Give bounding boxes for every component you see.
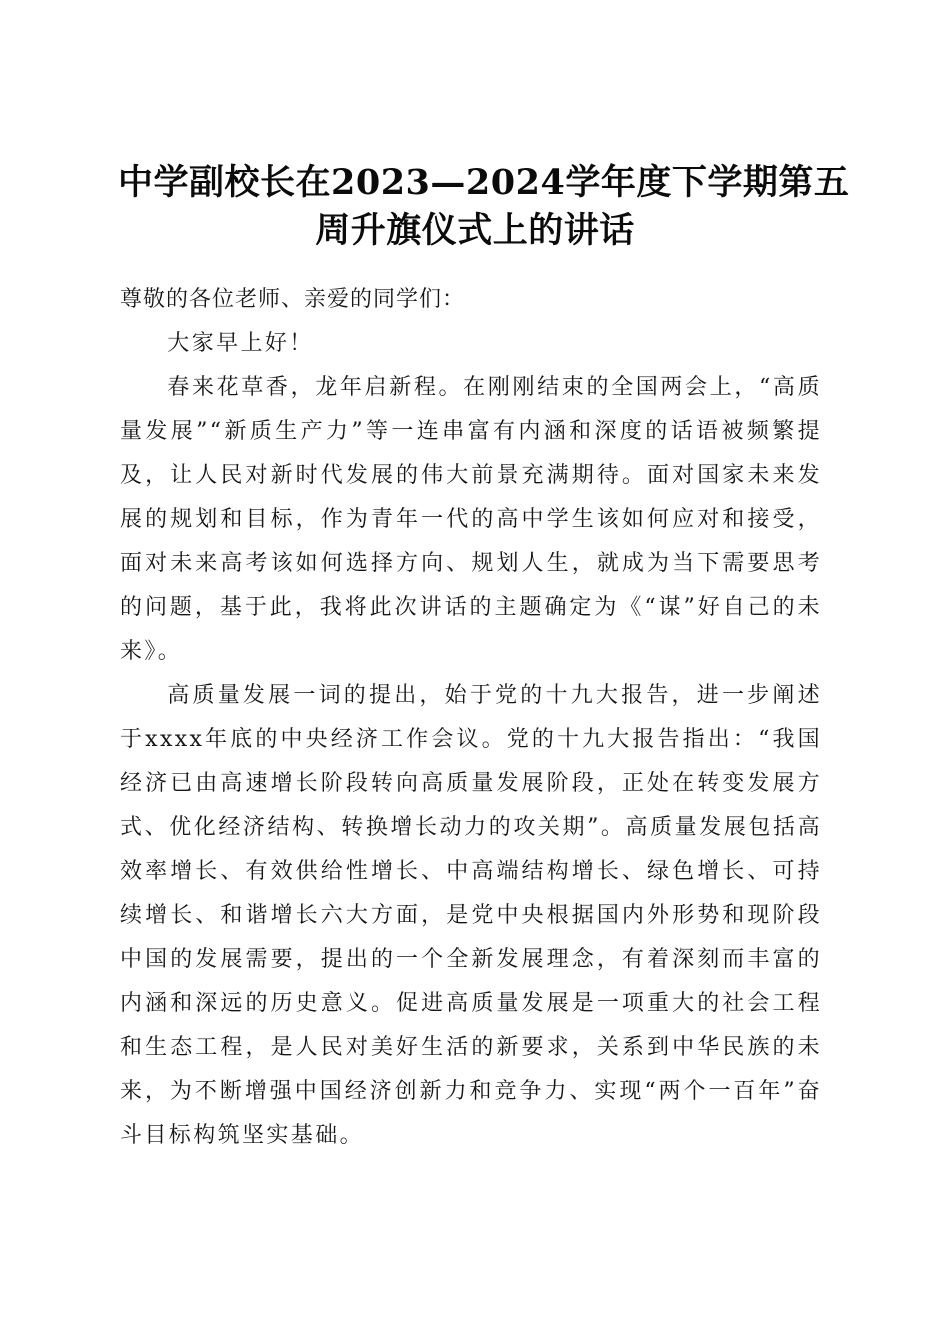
paragraph-2: 高质量发展一词的提出，始于党的十九大报告，进一步阐述于xxxx年底的中央经济工作会议。党的十九大报告指出：“我国经济已由高速增长阶段转向高质量发展阶段，正处在转变发展方式、优化经济结构、转换增长动力的攻关期”。高质量发展包括高效率增长、有效供给性增长、中高端结构增长、绿色增长、可持续增长、和谐增长六大方面，是党中央根据国内外形势和现阶段中国的发展需要，提出的一个全新发展理念，有着深刻而丰富的内涵和深远的历史意义。促进高质量发展是一项重大的社会工程和生态工程，是人民对美好生活的新要求，关系到中华民族的未来，为不断增强中国经济创新力和竞争力、实现“两个一百年”奋斗目标构筑坚实基础。 [120, 683, 822, 1148]
greeting: 大家早上好！ [167, 331, 314, 356]
salutation: 尊敬的各位老师、亲爱的同学们： [120, 287, 466, 312]
speech-body [120, 278, 822, 1158]
title-line-2: 周升旗仪式上的讲话 [315, 210, 635, 252]
paragraph-1: 春来花草香，龙年启新程。在刚刚结束的全国两会上，“高质量发展”“新质生产力”等一连串富有内涵和深度的话语被频繁提及，让人民对新时代发展的伟大前景充满期待。面对国家未来发展的规划和目标，作为青年一代的高中学生该如何应对和接受，面对未来高考该如何选择方向、规划人生，就成为当下需要思考的问题，基于此，我将此次讲话的主题确定为《“谋”好自己的未来》。 [120, 375, 822, 664]
title-line-1: 中学副校长在2023—2024学年度下学期第五 [118, 162, 850, 204]
document-title [118, 159, 850, 255]
